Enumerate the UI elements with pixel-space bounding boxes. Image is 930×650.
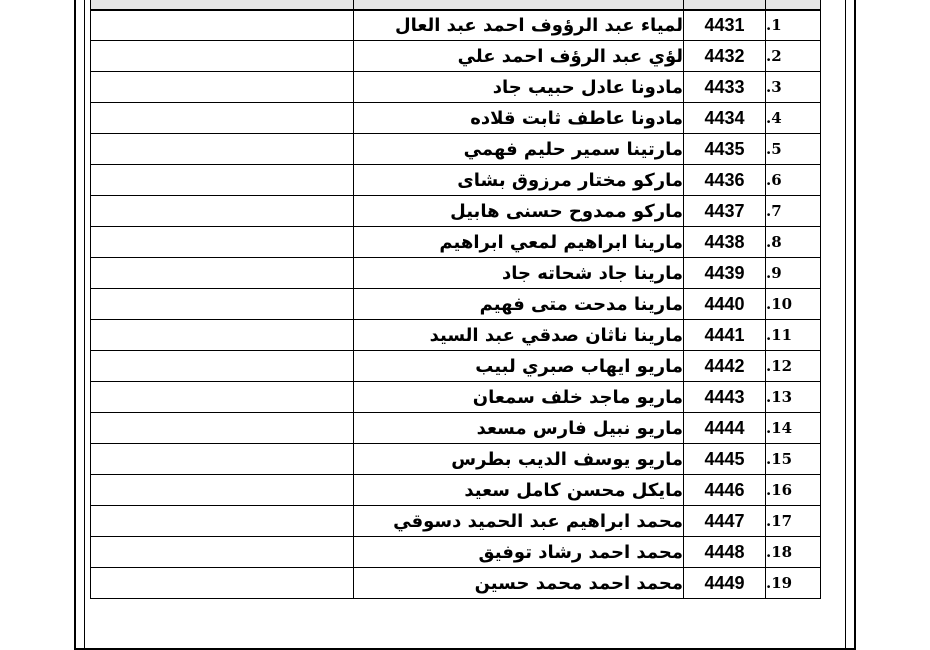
row-number: 5. xyxy=(766,134,821,165)
seat-number: 4439 xyxy=(684,258,766,289)
header-name xyxy=(354,0,684,10)
student-name: لؤي عبد الرؤف احمد علي xyxy=(354,41,684,72)
table-header-row xyxy=(91,0,821,10)
signature-cell xyxy=(91,537,354,568)
table-row xyxy=(91,227,821,258)
seat-number: 4448 xyxy=(684,537,766,568)
signature-cell xyxy=(91,10,354,41)
seat-number: 4447 xyxy=(684,506,766,537)
signature-cell xyxy=(91,351,354,382)
seat-number: 4443 xyxy=(684,382,766,413)
header-num xyxy=(766,0,821,10)
table-row xyxy=(91,72,821,103)
table-row xyxy=(91,382,821,413)
student-name: محمد احمد محمد حسين xyxy=(354,568,684,599)
signature-cell xyxy=(91,289,354,320)
table-row xyxy=(91,258,821,289)
row-number: 4. xyxy=(766,103,821,134)
student-name: ماريو نبيل فارس مسعد xyxy=(354,413,684,444)
student-name: مارينا جاد شحاته جاد xyxy=(354,258,684,289)
seat-number: 4449 xyxy=(684,568,766,599)
table-row xyxy=(91,475,821,506)
seat-number: 4432 xyxy=(684,41,766,72)
row-number: 15. xyxy=(766,444,821,475)
row-number: 19. xyxy=(766,568,821,599)
row-number: 11. xyxy=(766,320,821,351)
table-row xyxy=(91,165,821,196)
seat-number: 4446 xyxy=(684,475,766,506)
signature-cell xyxy=(91,475,354,506)
row-number: 7. xyxy=(766,196,821,227)
signature-cell xyxy=(91,506,354,537)
table-row xyxy=(91,444,821,475)
student-name: ماريو ماجد خلف سمعان xyxy=(354,382,684,413)
student-name: ماريو ايهاب صبري لبيب xyxy=(354,351,684,382)
signature-cell xyxy=(91,258,354,289)
table-row xyxy=(91,351,821,382)
student-name: مارتينا سمير حليم فهمي xyxy=(354,134,684,165)
row-number: 2. xyxy=(766,41,821,72)
seat-number: 4444 xyxy=(684,413,766,444)
student-name: مادونا عاطف ثابت قلاده xyxy=(354,103,684,134)
seat-number: 4440 xyxy=(684,289,766,320)
table-row xyxy=(91,41,821,72)
signature-cell xyxy=(91,320,354,351)
student-name: ماركو مختار مرزوق بشاى xyxy=(354,165,684,196)
table-row xyxy=(91,134,821,165)
row-number: 13. xyxy=(766,382,821,413)
seat-number: 4434 xyxy=(684,103,766,134)
seat-number: 4435 xyxy=(684,134,766,165)
row-number: 14. xyxy=(766,413,821,444)
signature-cell xyxy=(91,41,354,72)
seat-number: 4433 xyxy=(684,72,766,103)
seat-number: 4442 xyxy=(684,351,766,382)
student-name: مادونا عادل حبيب جاد xyxy=(354,72,684,103)
signature-cell xyxy=(91,227,354,258)
student-name: مارينا مدحت متى فهيم xyxy=(354,289,684,320)
seat-number: 4438 xyxy=(684,227,766,258)
seat-number: 4431 xyxy=(684,10,766,41)
table-row xyxy=(91,289,821,320)
student-name: مايكل محسن كامل سعيد xyxy=(354,475,684,506)
row-number: 18. xyxy=(766,537,821,568)
student-roster-table xyxy=(90,0,821,599)
row-number: 3. xyxy=(766,72,821,103)
student-name: محمد احمد رشاد توفيق xyxy=(354,537,684,568)
row-number: 17. xyxy=(766,506,821,537)
student-name: مارينا ناثان صدقي عبد السيد xyxy=(354,320,684,351)
student-name: مارينا ابراهيم لمعي ابراهيم xyxy=(354,227,684,258)
row-number: 1. xyxy=(766,10,821,41)
table-body xyxy=(91,10,821,599)
signature-cell xyxy=(91,165,354,196)
seat-number: 4437 xyxy=(684,196,766,227)
table-row xyxy=(91,537,821,568)
seat-number: 4436 xyxy=(684,165,766,196)
row-number: 10. xyxy=(766,289,821,320)
student-name: ماركو ممدوح حسنى هابيل xyxy=(354,196,684,227)
signature-cell xyxy=(91,134,354,165)
row-number: 12. xyxy=(766,351,821,382)
student-name: ماريو يوسف الديب بطرس xyxy=(354,444,684,475)
table-row xyxy=(91,320,821,351)
table-row xyxy=(91,10,821,41)
header-signature xyxy=(91,0,354,10)
row-number: 9. xyxy=(766,258,821,289)
row-number: 8. xyxy=(766,227,821,258)
table-row xyxy=(91,506,821,537)
student-name: لمياء عبد الرؤوف احمد عبد العال xyxy=(354,10,684,41)
signature-cell xyxy=(91,413,354,444)
table-row xyxy=(91,413,821,444)
signature-cell xyxy=(91,196,354,227)
signature-cell xyxy=(91,103,354,134)
signature-cell xyxy=(91,568,354,599)
student-name: محمد ابراهيم عبد الحميد دسوقي xyxy=(354,506,684,537)
row-number: 6. xyxy=(766,165,821,196)
table-row xyxy=(91,103,821,134)
row-number: 16. xyxy=(766,475,821,506)
seat-number: 4445 xyxy=(684,444,766,475)
table-row xyxy=(91,568,821,599)
seat-number: 4441 xyxy=(684,320,766,351)
signature-cell xyxy=(91,444,354,475)
table-row xyxy=(91,196,821,227)
header-code xyxy=(684,0,766,10)
signature-cell xyxy=(91,382,354,413)
signature-cell xyxy=(91,72,354,103)
